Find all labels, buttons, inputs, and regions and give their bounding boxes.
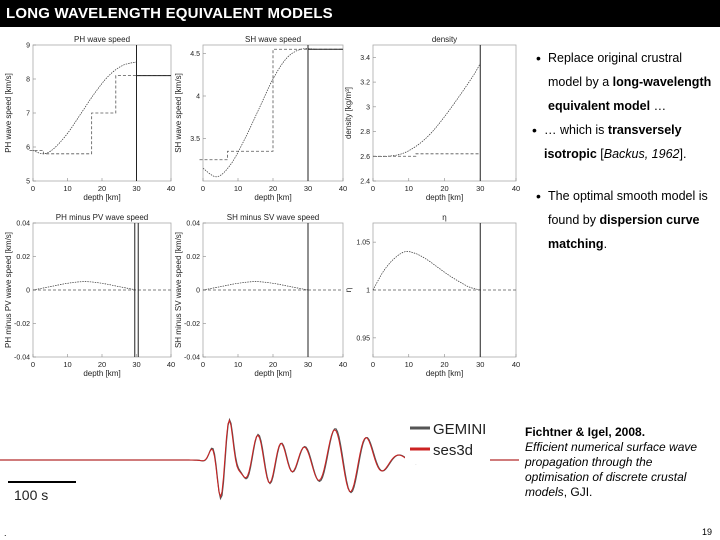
plot-xlabel: depth [km] (425, 193, 464, 202)
bullet-2-italic: Backus, 1962 (603, 147, 680, 161)
reference-authors: Fichtner & Igel, 2008. (525, 425, 646, 439)
legend-label-ses3d: ses3d (433, 442, 474, 459)
plot-ylabel: η (344, 287, 353, 293)
plot-ylabel: density [kg/m³] (344, 86, 353, 140)
time-scale-label: 100 s (14, 487, 49, 503)
y-tick-label: 2.4 (360, 178, 370, 186)
x-tick-label: 10 (404, 184, 413, 193)
plot-xlabel: depth [km] (254, 193, 292, 202)
y-tick-label: 0.95 (356, 335, 370, 343)
x-tick-label: 40 (511, 184, 521, 193)
x-tick-label: 40 (511, 360, 521, 369)
plot-title: density (431, 35, 458, 44)
plot-xlabel: depth [km] (254, 369, 292, 378)
y-tick-label: -0.04 (14, 354, 30, 362)
y-tick-label: 1.05 (356, 239, 370, 247)
bullet-1 (530, 46, 718, 118)
x-tick-label: 20 (268, 184, 278, 193)
plot-xlabel: depth [km] (425, 369, 464, 378)
plot-xlabel: depth [km] (83, 193, 121, 202)
x-tick-label: 40 (338, 360, 348, 369)
plot-title: PH wave speed (73, 35, 131, 44)
corner-mark: . (4, 528, 7, 538)
plot-frame (373, 45, 516, 181)
y-tick-label: 0.04 (186, 220, 200, 228)
plot-ylabel: SH minus SV wave speed [km/s] (174, 231, 183, 349)
x-tick-label: 0 (200, 360, 206, 369)
bullet-list (530, 46, 718, 256)
x-tick-label: 10 (404, 360, 413, 369)
y-tick-label: 3.2 (360, 79, 370, 87)
x-tick-label: 0 (200, 184, 206, 193)
x-tick-label: 10 (63, 360, 72, 369)
y-tick-label: -0.02 (184, 321, 200, 328)
y-tick-label: 0.02 (186, 254, 200, 261)
y-tick-label: 0 (196, 287, 200, 295)
y-tick-label: 4 (196, 93, 200, 101)
bullet-dot: • (532, 122, 537, 138)
plot-xlabel: depth [km] (83, 369, 121, 378)
y-tick-label: 5 (26, 178, 30, 186)
x-tick-label: 30 (303, 184, 313, 193)
y-tick-label: 8 (26, 76, 30, 84)
x-tick-label: 10 (233, 184, 243, 193)
bullet-dot: • (536, 50, 541, 66)
bullet-3-end: . (603, 237, 608, 251)
x-tick-label: 30 (132, 184, 141, 193)
slide-title: LONG WAVELENGTH EQUIVALENT MODELS (6, 5, 333, 22)
plot-title: SH wave speed (244, 35, 302, 44)
bullet-2-text: … which is (544, 123, 608, 137)
y-tick-label: 7 (26, 110, 30, 118)
bullet-2 (530, 118, 718, 166)
bullet-3-bold: dispersion curve matching (548, 213, 700, 251)
x-tick-label: 40 (166, 360, 176, 369)
y-tick-label: -0.04 (184, 354, 200, 362)
bullet-2-close: ]. (679, 147, 687, 161)
x-tick-label: 40 (166, 184, 176, 193)
plot-ylabel: PH wave speed [km/s] (4, 73, 13, 153)
plots-area (0, 27, 525, 387)
bullet-3 (530, 184, 718, 256)
y-tick-label: -0.02 (14, 321, 30, 328)
bullet-2-open: [ (596, 147, 604, 161)
y-tick-label: 3.4 (360, 54, 370, 62)
bullet-2-bold: transversely isotropic (544, 123, 682, 161)
bullet-dot: • (536, 188, 541, 204)
plot-ylabel: SH wave speed [km/s] (174, 73, 183, 153)
plot-title: SH minus SV wave speed (226, 213, 320, 222)
x-tick-label: 20 (268, 360, 278, 369)
bullet-3-text: The optimal smooth model is found by (548, 189, 708, 227)
x-tick-label: 20 (440, 360, 449, 369)
seismogram-figure (0, 410, 520, 510)
y-tick-label: 0 (26, 287, 30, 295)
x-tick-label: 20 (97, 184, 107, 193)
y-tick-label: 3.5 (190, 136, 200, 143)
plot-ylabel: PH minus PV wave speed [km/s] (4, 231, 13, 349)
x-tick-label: 20 (440, 184, 449, 193)
x-tick-label: 10 (233, 360, 243, 369)
y-tick-label: 3 (366, 104, 370, 112)
y-tick-label: 0.04 (16, 220, 30, 228)
bullet-1-bold: long-wavelength equivalent model (548, 75, 712, 113)
y-tick-label: 6 (26, 144, 30, 152)
y-tick-label: 1 (366, 287, 370, 295)
x-tick-label: 30 (476, 360, 485, 369)
y-tick-label: 0.02 (16, 254, 30, 261)
reference-title: Efficient numerical surface wave propagation through the optimisation of discrete crustal models (525, 440, 698, 499)
x-tick-label: 0 (30, 184, 36, 193)
reference-journal: , GJI. (563, 485, 593, 499)
x-tick-label: 10 (63, 184, 72, 193)
bullet-1-text: Replace original crustral model by a (548, 51, 683, 89)
x-tick-label: 0 (370, 184, 376, 193)
y-tick-label: 9 (26, 42, 30, 50)
bullet-1-end: … (650, 99, 667, 113)
y-tick-label: 2.6 (360, 153, 370, 161)
x-tick-label: 30 (132, 360, 141, 369)
x-tick-label: 20 (97, 360, 107, 369)
x-tick-label: 0 (370, 360, 376, 369)
x-tick-label: 30 (303, 360, 313, 369)
plot-title: PH minus PV wave speed (55, 213, 149, 222)
y-tick-label: 4.5 (190, 51, 200, 58)
reference (525, 425, 715, 500)
page-number: 19 (702, 527, 713, 537)
legend-label-gemini: GEMINI (433, 421, 487, 438)
title-bar (0, 0, 720, 27)
y-tick-label: 2.8 (360, 129, 370, 137)
x-tick-label: 0 (30, 360, 36, 369)
x-tick-label: 30 (476, 184, 485, 193)
x-tick-label: 40 (338, 184, 348, 193)
plot-title: η (442, 213, 447, 222)
